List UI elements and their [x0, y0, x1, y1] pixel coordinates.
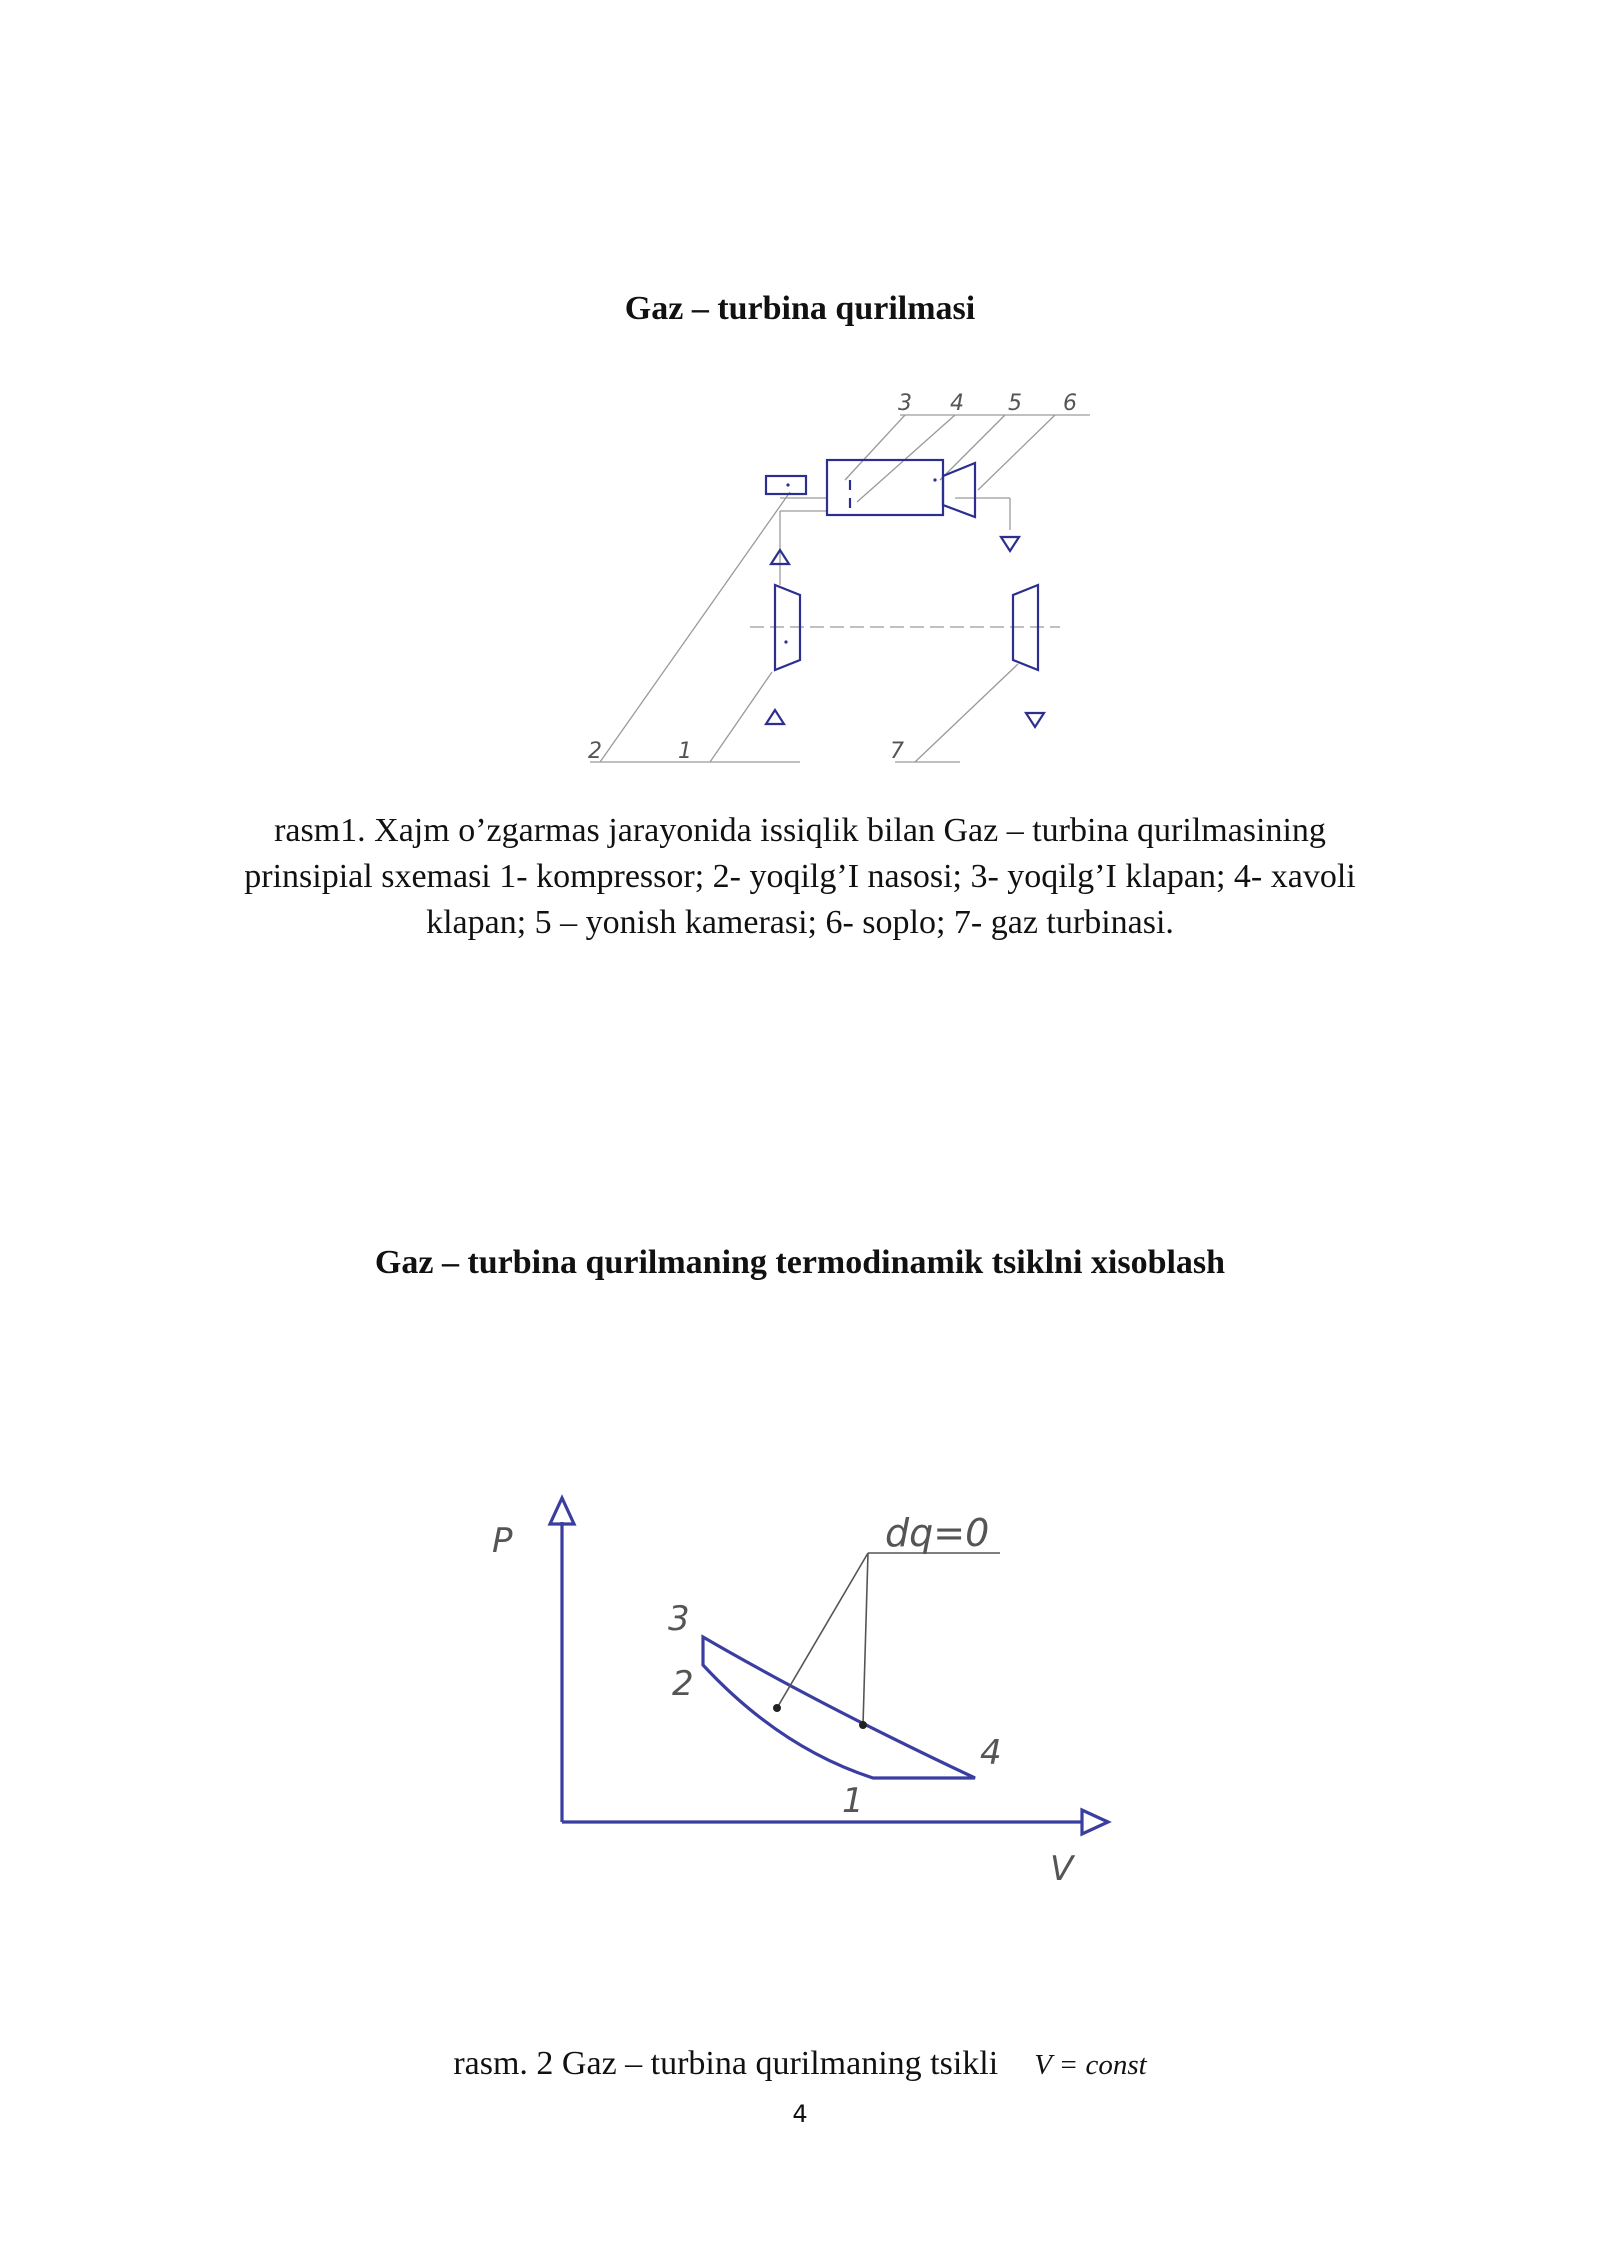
arrow-up-icon [766, 710, 784, 724]
bottom-label-7: 7 [890, 739, 904, 764]
callout-label-5: 5 [1008, 391, 1022, 416]
pv-diagram [470, 1480, 1140, 1920]
bottom-label-1: 1 [678, 739, 692, 764]
axis-label-p: P [492, 1521, 513, 1561]
leader-line-4 [857, 415, 955, 502]
caption2-formula: V = const [1034, 2049, 1147, 2081]
point-label-2: 2 [672, 1664, 694, 1704]
cycle-point [773, 1704, 781, 1712]
point-label-1: 1 [842, 1781, 864, 1821]
leader-line-3 [845, 415, 905, 480]
point-label-4: 4 [980, 1733, 1002, 1773]
bottom-label-2: 2 [588, 739, 602, 764]
axis-label-v: V [1050, 1849, 1074, 1889]
combustion-chamber [827, 460, 943, 515]
cycle-point [859, 1721, 867, 1729]
adiabat-leader-left [777, 1553, 868, 1708]
leader-line-1 [710, 672, 772, 762]
y-axis-arrow-icon [550, 1498, 574, 1524]
annotation-label: dq=0 [885, 1511, 990, 1555]
caption2-text: rasm. 2 Gaz – turbina qurilmaning tsikli [453, 2045, 999, 2082]
leader-line-7 [915, 664, 1018, 762]
leader-line-5 [940, 415, 1005, 480]
nozzle [943, 463, 975, 517]
fuel-pump [766, 476, 806, 494]
section-title: Gaz – turbina qurilmaning termodinamik tsiklni xisoblash [374, 1244, 1226, 1281]
figure-caption-2 [0, 2045, 1600, 2083]
callout-label-4: 4 [950, 391, 964, 416]
leader-line-6 [978, 415, 1055, 490]
x-axis-arrow-icon [1082, 1810, 1108, 1834]
page-title: Gaz – turbina qurilmasi [624, 290, 976, 327]
adiabat-leader-right [863, 1553, 868, 1725]
arrow-down-icon [1001, 537, 1019, 551]
figure-caption: rasm1. Xajm o’zgarmas jarayonida issiqlik bilan Gaz – turbina qurilmasining prinsipial sxemasi 1- kompressor; 2- yoqilg’I nasosi; 3- yoqilg’I klapan; 4- xavoli klapan; 5 – yonish kamerasi; 6- soplo; 7- gaz turbinasi. [244, 812, 1356, 941]
callout-label-3: 3 [898, 391, 912, 416]
schematic-diagram [560, 380, 1120, 780]
arrow-down-icon [1026, 713, 1044, 727]
callout-label-6: 6 [1063, 391, 1077, 416]
cycle-curve [703, 1637, 975, 1778]
page-number: 4 [792, 2100, 808, 2128]
point-label-3: 3 [668, 1599, 690, 1639]
